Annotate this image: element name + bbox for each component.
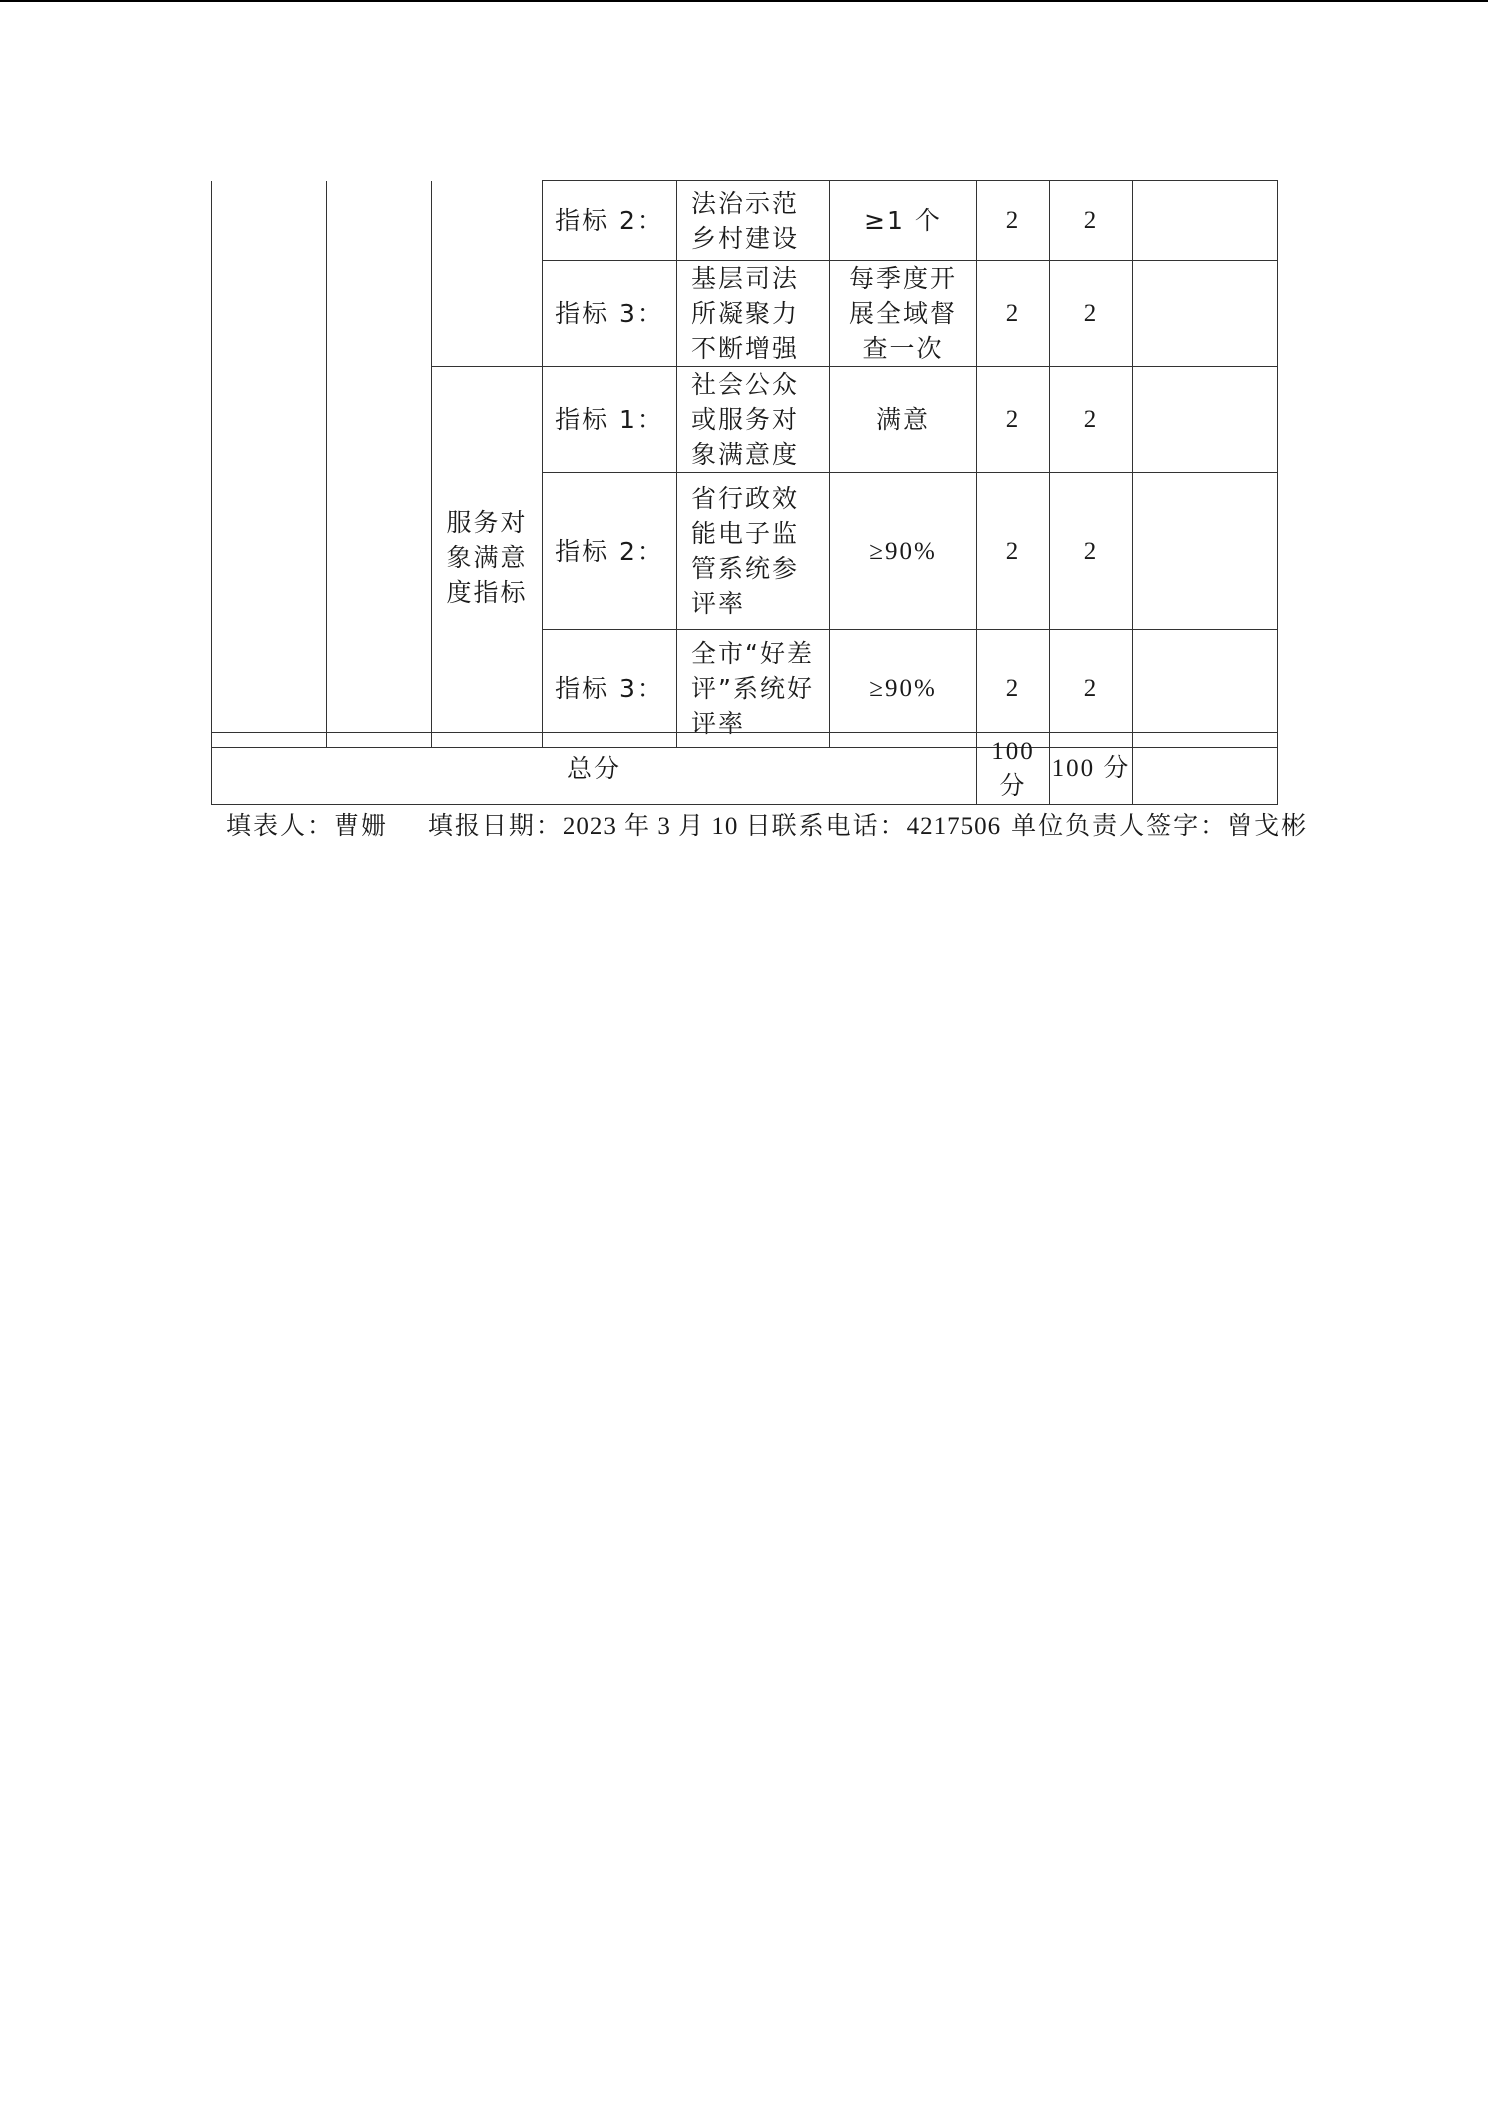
- indicator-target: ≥90%: [830, 473, 977, 630]
- filler-label: 填表人：: [226, 811, 335, 840]
- indicator-name: 省行政效能电子监管系统参评率: [677, 473, 830, 630]
- total-note: [1133, 733, 1278, 805]
- indicator-score: 2: [1050, 630, 1133, 748]
- indicator-target: ≥1 个: [830, 181, 977, 261]
- indicator-note: [1133, 473, 1278, 630]
- indicator-score: 2: [1050, 473, 1133, 630]
- indicator-weight: 2: [977, 261, 1050, 367]
- indicator-name: 基层司法所凝聚力不断增强: [677, 261, 830, 367]
- indicator-score: 2: [1050, 367, 1133, 473]
- phone-value: 4217506: [906, 813, 1002, 840]
- indicator-note: [1133, 181, 1278, 261]
- level2-cell: [327, 181, 432, 748]
- indicator-weight: 2: [977, 367, 1050, 473]
- indicator-score: 2: [1050, 261, 1133, 367]
- indicator-note: [1133, 367, 1278, 473]
- indicator-label: 指标 1：: [543, 367, 677, 473]
- total-row: [212, 733, 1278, 805]
- indicator-label: 指标 2：: [543, 473, 677, 630]
- indicator-name: 社会公众或服务对象满意度: [677, 367, 830, 473]
- indicator-name: 法治示范乡村建设: [677, 181, 830, 261]
- total-table: [211, 732, 1278, 805]
- category-satisfaction: 服务对象满意度指标: [432, 367, 543, 748]
- level3-cell: [432, 181, 543, 367]
- indicator-weight: 2: [977, 630, 1050, 748]
- indicator-weight: 2: [977, 181, 1050, 261]
- table-row: [212, 181, 1278, 261]
- indicator-note: [1133, 630, 1278, 748]
- performance-table: [211, 180, 1278, 748]
- filler-name: 曹姗: [334, 811, 389, 840]
- page-top-border: [0, 0, 1488, 2]
- date-value: 2023 年 3 月 10 日: [562, 813, 772, 840]
- indicator-target: 每季度开展全域督查一次: [830, 261, 977, 367]
- indicator-target: 满意: [830, 367, 977, 473]
- indicator-weight: 2: [977, 473, 1050, 630]
- level1-cell: [212, 181, 327, 748]
- indicator-label: 指标 3：: [543, 261, 677, 367]
- phone-label: 联系电话：: [771, 811, 907, 840]
- indicator-name: 全市“好差评”系统好评率: [677, 630, 830, 748]
- indicator-note: [1133, 261, 1278, 367]
- signature-footer: [226, 806, 1309, 842]
- sign-label: 单位负责人签字：: [1011, 811, 1228, 840]
- indicator-label: 指标 3：: [543, 630, 677, 748]
- date-label: 填报日期：: [427, 811, 563, 840]
- indicator-score: 2: [1050, 181, 1133, 261]
- sign-value: 曾戈彬: [1227, 811, 1309, 840]
- indicator-label: 指标 2：: [543, 181, 677, 261]
- total-weight: 100 分: [977, 733, 1050, 805]
- total-score: 100 分: [1050, 733, 1133, 805]
- indicator-target: ≥90%: [830, 630, 977, 748]
- total-label: 总分: [212, 733, 977, 805]
